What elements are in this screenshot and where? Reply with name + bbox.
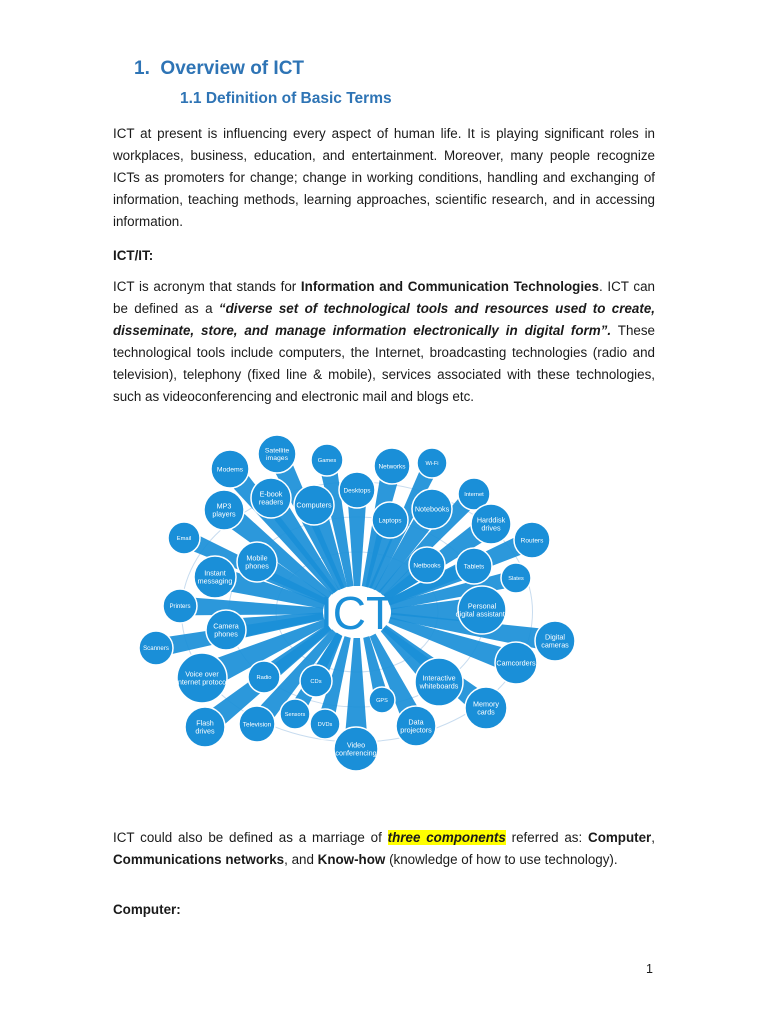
comp-knowhow: Know-how — [317, 852, 386, 867]
diagram-node-label: Voice over internet protocol — [176, 669, 228, 687]
ict-it-label: ICT/IT: — [113, 248, 154, 263]
diagram-node-label: MP3 players — [212, 501, 236, 519]
diagram-node-label: Television — [242, 721, 272, 729]
diagram-node-label: Video conferencing — [335, 740, 377, 758]
comp-text-5: (knowledge of how to use technology). — [385, 852, 618, 867]
diagram-node-label: Sensors — [284, 711, 306, 718]
diagram-node-label: Instant messaging — [197, 568, 233, 586]
def-text-3: These technological tools include computers, the Internet, broadcasting technologies (radio and television), telephony (fixed line & mobile), services associated with these technologies, such as videoconferencing and electronic mail and blogs etc. — [113, 323, 656, 404]
diagram-node-label: Internet — [464, 492, 484, 499]
diagram-node-label: Laptops — [378, 517, 402, 525]
diagram-node-label: E-book readers — [258, 489, 284, 507]
def-text-1: ICT is acronym that stands for — [113, 279, 301, 294]
definition-paragraph — [113, 276, 655, 408]
comp-text-1: ICT could also be defined as a marriage of — [113, 830, 388, 845]
section-title: Overview of ICT — [160, 58, 305, 79]
diagram-node-label: GPS — [376, 697, 388, 704]
diagram-node-label: Printers — [169, 603, 191, 611]
diagram-node-label: DVDs — [317, 721, 333, 728]
diagram-node-label: Camcorders — [496, 658, 536, 668]
diagram-node-label: Computers — [296, 500, 332, 510]
diagram-node-label: Satellite images — [264, 447, 290, 463]
section-heading — [134, 58, 304, 80]
highlighted-three-components: three components — [387, 830, 506, 845]
intro-paragraph: ICT at present is influencing every aspect of human life. It is playing significant roles in workplaces, business, education, and entertainment. Moreover, many people recognize ICTs as promoters for change; change in working conditions, handling and exchanging of information, teaching methods, learning approaches, scientific research, and in accessing information. — [113, 126, 655, 229]
diagram-node-label: Camera phones — [213, 621, 239, 639]
diagram-node-label: Modems — [216, 466, 244, 474]
comp-text-3: , — [651, 830, 655, 845]
diagram-node-label: Netbooks — [413, 562, 441, 570]
diagram-group — [139, 435, 575, 771]
diagram-node-label: Scanners — [143, 645, 169, 653]
comp-text-4: , and — [284, 852, 318, 867]
diagram-node-label: Interactive whiteboards — [419, 673, 459, 691]
def-bold-term: Information and Communication Technologies — [300, 279, 599, 294]
diagram-node-label: Harddisk drives — [476, 515, 506, 533]
diagram-center-label: ICT — [319, 587, 395, 639]
diagram-node-label: Email — [176, 536, 192, 543]
computer-label: Computer: — [113, 902, 181, 917]
diagram-node-label: Slates — [508, 575, 524, 582]
comp-text-2: referred as: — [505, 830, 589, 845]
def-quote: “diverse set of technological tools and resources used to create, disseminate, store, and manage information electronically in digital form”. — [113, 301, 655, 338]
def-text-2: . ICT can be defined as a — [113, 279, 655, 316]
ict-radial-diagram — [135, 432, 575, 772]
page-number: 1 — [646, 962, 653, 976]
comp-networks: Communications networks — [113, 852, 285, 867]
subsection-heading: 1.1 Definition of Basic Terms — [180, 90, 392, 107]
diagram-node-label: Wi-Fi — [425, 460, 439, 467]
diagram-node-label: Desktops — [343, 487, 371, 495]
components-paragraph — [113, 827, 655, 871]
diagram-node-label: Networks — [378, 463, 406, 471]
diagram-node-label: Flash drives — [195, 718, 215, 736]
diagram-node-label: Digital cameras — [541, 632, 569, 650]
diagram-node-label: Memory cards — [473, 699, 499, 717]
diagram-node-label: Routers — [520, 537, 544, 545]
diagram-node-label: Personal digital assistants — [455, 601, 509, 619]
diagram-node-label: Notebooks — [414, 504, 450, 514]
section-number: 1. — [134, 58, 150, 79]
diagram-node-label: Tablets — [463, 563, 485, 571]
diagram-node-label: Data projectors — [400, 717, 432, 735]
diagram-node-label: Radio — [256, 675, 272, 682]
comp-computer: Computer — [588, 830, 652, 845]
diagram-node-label: Mobile phones — [245, 553, 269, 571]
diagram-node-label: Games — [317, 458, 337, 465]
diagram-node-label: CDs — [310, 679, 322, 686]
